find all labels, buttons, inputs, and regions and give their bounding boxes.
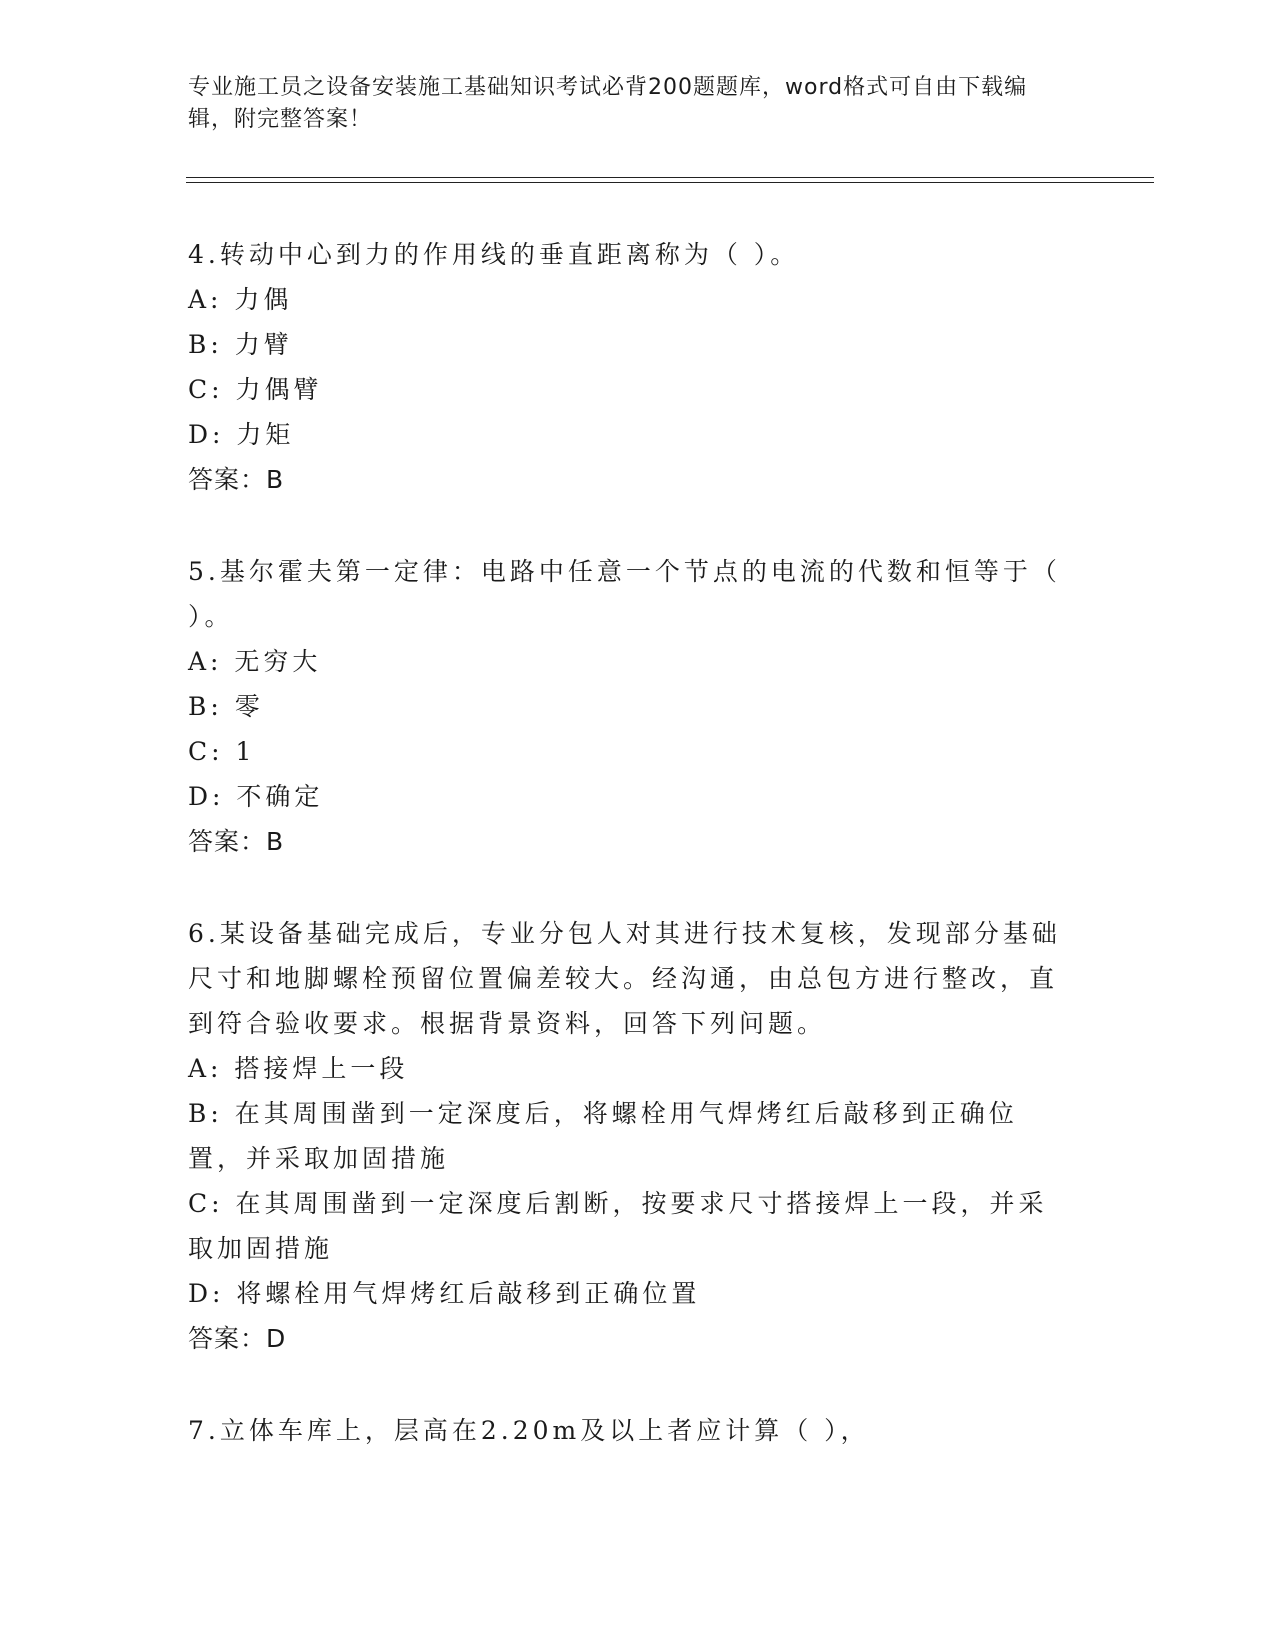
- header-divider-bottom: [186, 182, 1154, 183]
- answer: 答案：B: [188, 827, 285, 856]
- question-stem: 7.立体车库上，层高在2.20m及以上者应计算（ ），: [188, 1416, 870, 1445]
- option-d: D: 将螺栓用气焊烤红后敲移到正确位置: [188, 1279, 701, 1308]
- option-c: C: 1: [188, 737, 256, 766]
- option-b: B: 力臂: [188, 330, 293, 359]
- option-b: B: 在其周围凿到一定深度后，将螺栓用气焊烤红后敲移到正确位置，并采取加固措施: [188, 1099, 1018, 1173]
- answer: 答案：D: [188, 1324, 287, 1353]
- question-5: [188, 549, 1068, 865]
- question-stem: 4.转动中心到力的作用线的垂直距离称为（ ）。: [188, 240, 800, 269]
- question-stem: 6.某设备基础完成后，专业分包人对其进行技术复核，发现部分基础尺寸和地脚螺栓预留位置偏差较大。经沟通，由总包方进行整改，直到符合验收要求。根据背景资料，回答下列问题。: [188, 919, 1061, 1038]
- option-a: A: 搭接焊上一段: [188, 1054, 409, 1083]
- option-d: D: 力矩: [188, 420, 295, 449]
- option-c: C: 力偶臂: [188, 375, 323, 404]
- question-list: [188, 232, 1068, 1499]
- question-stem: 5.基尔霍夫第一定律：电路中任意一个节点的电流的代数和恒等于（ ）。: [188, 557, 1061, 631]
- question-6: [188, 911, 1068, 1362]
- option-a: A: 力偶: [188, 285, 293, 314]
- question-4: [188, 232, 1068, 503]
- option-d: D: 不确定: [188, 782, 324, 811]
- option-c: C: 在其周围凿到一定深度后割断，按要求尺寸搭接焊上一段，并采取加固措施: [188, 1189, 1048, 1263]
- option-a: A: 无穷大: [188, 647, 322, 676]
- header-divider-top: [186, 177, 1154, 178]
- question-7: [188, 1408, 1068, 1453]
- option-b: B: 零: [188, 692, 264, 721]
- answer: 答案：B: [188, 465, 285, 494]
- document-header: 专业施工员之设备安装施工基础知识考试必背200题题库，word格式可自由下载编辑，附完整答案！: [188, 75, 1028, 132]
